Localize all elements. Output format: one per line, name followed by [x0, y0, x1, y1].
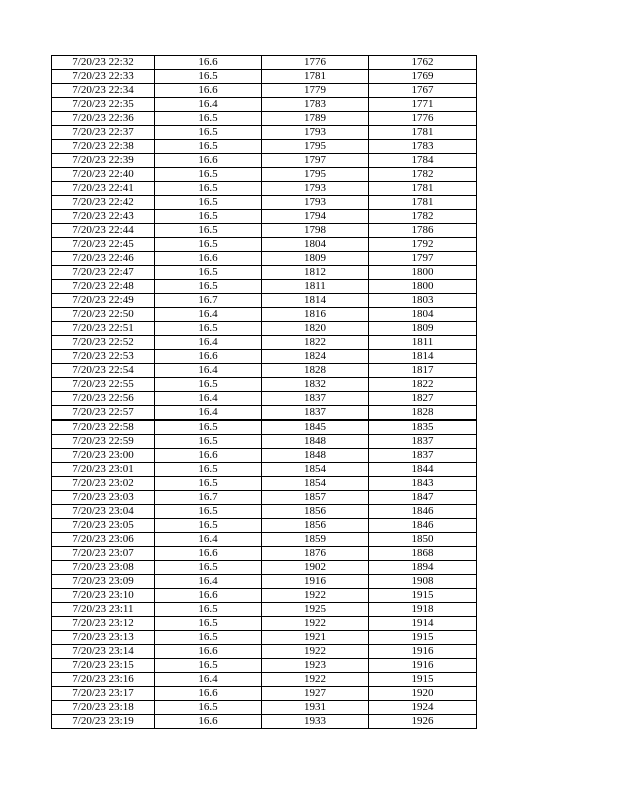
value-a-cell: 1793: [262, 126, 369, 140]
value-a-cell: 1916: [262, 575, 369, 589]
timestamp-cell: 7/20/23 23:00: [52, 449, 155, 463]
value-b-cell: 1781: [369, 126, 477, 140]
value-a-cell: 1816: [262, 308, 369, 322]
value-b-cell: 1915: [369, 589, 477, 603]
temperature-cell: 16.6: [155, 154, 262, 168]
value-b-cell: 1894: [369, 561, 477, 575]
temperature-cell: 16.4: [155, 406, 262, 421]
value-b-cell: 1800: [369, 280, 477, 294]
value-a-cell: 1811: [262, 280, 369, 294]
value-b-cell: 1843: [369, 477, 477, 491]
timestamp-cell: 7/20/23 23:15: [52, 659, 155, 673]
table-row: [52, 392, 477, 406]
temperature-cell: 16.5: [155, 210, 262, 224]
table-row: [52, 84, 477, 98]
value-b-cell: 1924: [369, 701, 477, 715]
value-a-cell: 1922: [262, 673, 369, 687]
value-a-cell: 1856: [262, 519, 369, 533]
value-b-cell: 1771: [369, 98, 477, 112]
value-b-cell: 1915: [369, 631, 477, 645]
timestamp-cell: 7/20/23 22:55: [52, 378, 155, 392]
table-row: [52, 196, 477, 210]
value-a-cell: 1922: [262, 645, 369, 659]
value-a-cell: 1798: [262, 224, 369, 238]
value-a-cell: 1902: [262, 561, 369, 575]
temperature-cell: 16.4: [155, 98, 262, 112]
temperature-cell: 16.5: [155, 701, 262, 715]
value-b-cell: 1846: [369, 519, 477, 533]
temperature-cell: 16.5: [155, 505, 262, 519]
value-b-cell: 1769: [369, 70, 477, 84]
temperature-cell: 16.4: [155, 308, 262, 322]
value-a-cell: 1845: [262, 420, 369, 435]
value-a-cell: 1854: [262, 477, 369, 491]
value-b-cell: 1868: [369, 547, 477, 561]
temperature-cell: 16.6: [155, 645, 262, 659]
table-row: [52, 294, 477, 308]
value-a-cell: 1795: [262, 140, 369, 154]
value-a-cell: 1822: [262, 336, 369, 350]
temperature-cell: 16.5: [155, 603, 262, 617]
temperature-cell: 16.5: [155, 378, 262, 392]
timestamp-cell: 7/20/23 22:37: [52, 126, 155, 140]
timestamp-cell: 7/20/23 22:40: [52, 168, 155, 182]
table-row: [52, 603, 477, 617]
table-row: [52, 449, 477, 463]
value-b-cell: 1914: [369, 617, 477, 631]
timestamp-cell: 7/20/23 22:43: [52, 210, 155, 224]
value-b-cell: 1918: [369, 603, 477, 617]
value-a-cell: 1779: [262, 84, 369, 98]
table-row: [52, 378, 477, 392]
value-a-cell: 1804: [262, 238, 369, 252]
value-a-cell: 1876: [262, 547, 369, 561]
timestamp-cell: 7/20/23 23:09: [52, 575, 155, 589]
value-a-cell: 1793: [262, 196, 369, 210]
value-b-cell: 1850: [369, 533, 477, 547]
value-b-cell: 1837: [369, 435, 477, 449]
table-row: [52, 435, 477, 449]
temperature-cell: 16.6: [155, 715, 262, 729]
value-a-cell: 1793: [262, 182, 369, 196]
timestamp-cell: 7/20/23 23:16: [52, 673, 155, 687]
value-b-cell: 1809: [369, 322, 477, 336]
table-row: [52, 224, 477, 238]
temperature-cell: 16.6: [155, 687, 262, 701]
temperature-cell: 16.5: [155, 140, 262, 154]
temperature-cell: 16.4: [155, 364, 262, 378]
table-row: [52, 140, 477, 154]
temperature-cell: 16.6: [155, 252, 262, 266]
timestamp-cell: 7/20/23 22:58: [52, 420, 155, 435]
value-a-cell: 1812: [262, 266, 369, 280]
value-a-cell: 1781: [262, 70, 369, 84]
value-b-cell: 1784: [369, 154, 477, 168]
value-a-cell: 1848: [262, 435, 369, 449]
table-row: [52, 547, 477, 561]
value-a-cell: 1783: [262, 98, 369, 112]
temperature-cell: 16.5: [155, 519, 262, 533]
temperature-cell: 16.6: [155, 56, 262, 70]
temperature-cell: 16.4: [155, 336, 262, 350]
timestamp-cell: 7/20/23 23:05: [52, 519, 155, 533]
value-a-cell: 1848: [262, 449, 369, 463]
table-row: [52, 350, 477, 364]
temperature-cell: 16.6: [155, 589, 262, 603]
table-row: [52, 561, 477, 575]
value-a-cell: 1797: [262, 154, 369, 168]
table-row: [52, 280, 477, 294]
timestamp-cell: 7/20/23 23:10: [52, 589, 155, 603]
timestamp-cell: 7/20/23 22:54: [52, 364, 155, 378]
timestamp-cell: 7/20/23 23:06: [52, 533, 155, 547]
timestamp-cell: 7/20/23 22:56: [52, 392, 155, 406]
table-row: [52, 98, 477, 112]
table-row: [52, 659, 477, 673]
timestamp-cell: 7/20/23 23:08: [52, 561, 155, 575]
value-b-cell: 1817: [369, 364, 477, 378]
table-row: [52, 617, 477, 631]
value-b-cell: 1827: [369, 392, 477, 406]
table-row: [52, 210, 477, 224]
temperature-cell: 16.5: [155, 477, 262, 491]
value-b-cell: 1781: [369, 196, 477, 210]
table-row: [52, 505, 477, 519]
value-b-cell: 1847: [369, 491, 477, 505]
timestamp-cell: 7/20/23 22:38: [52, 140, 155, 154]
table-row: [52, 701, 477, 715]
timestamp-cell: 7/20/23 22:34: [52, 84, 155, 98]
value-a-cell: 1923: [262, 659, 369, 673]
value-a-cell: 1814: [262, 294, 369, 308]
value-a-cell: 1933: [262, 715, 369, 729]
temperature-cell: 16.4: [155, 673, 262, 687]
value-b-cell: 1797: [369, 252, 477, 266]
timestamp-cell: 7/20/23 23:12: [52, 617, 155, 631]
temperature-cell: 16.5: [155, 266, 262, 280]
value-b-cell: 1926: [369, 715, 477, 729]
table-row: [52, 364, 477, 378]
value-b-cell: 1811: [369, 336, 477, 350]
table-row: [52, 673, 477, 687]
table-row: [52, 112, 477, 126]
temperature-cell: 16.5: [155, 322, 262, 336]
timestamp-cell: 7/20/23 23:17: [52, 687, 155, 701]
value-a-cell: 1837: [262, 392, 369, 406]
value-b-cell: 1837: [369, 449, 477, 463]
value-a-cell: 1824: [262, 350, 369, 364]
timestamp-cell: 7/20/23 23:04: [52, 505, 155, 519]
value-b-cell: 1822: [369, 378, 477, 392]
value-b-cell: 1786: [369, 224, 477, 238]
table-row: [52, 575, 477, 589]
value-b-cell: 1846: [369, 505, 477, 519]
value-b-cell: 1915: [369, 673, 477, 687]
timestamp-cell: 7/20/23 22:36: [52, 112, 155, 126]
timestamp-cell: 7/20/23 22:52: [52, 336, 155, 350]
timestamp-cell: 7/20/23 23:07: [52, 547, 155, 561]
value-a-cell: 1927: [262, 687, 369, 701]
timestamp-cell: 7/20/23 22:51: [52, 322, 155, 336]
table-row: [52, 687, 477, 701]
value-a-cell: 1776: [262, 56, 369, 70]
value-b-cell: 1908: [369, 575, 477, 589]
value-b-cell: 1814: [369, 350, 477, 364]
value-a-cell: 1837: [262, 406, 369, 421]
temperature-cell: 16.5: [155, 70, 262, 84]
value-a-cell: 1854: [262, 463, 369, 477]
table-body: [52, 56, 477, 729]
table-row: [52, 56, 477, 70]
value-b-cell: 1792: [369, 238, 477, 252]
timestamp-cell: 7/20/23 23:03: [52, 491, 155, 505]
value-b-cell: 1844: [369, 463, 477, 477]
temperature-cell: 16.5: [155, 280, 262, 294]
temperature-cell: 16.5: [155, 126, 262, 140]
timestamp-cell: 7/20/23 22:50: [52, 308, 155, 322]
temperature-cell: 16.5: [155, 463, 262, 477]
value-b-cell: 1828: [369, 406, 477, 421]
table-row: [52, 182, 477, 196]
value-b-cell: 1916: [369, 645, 477, 659]
table-row: [52, 252, 477, 266]
value-a-cell: 1925: [262, 603, 369, 617]
temperature-cell: 16.7: [155, 491, 262, 505]
temperature-cell: 16.5: [155, 238, 262, 252]
timestamp-cell: 7/20/23 22:41: [52, 182, 155, 196]
value-b-cell: 1920: [369, 687, 477, 701]
timestamp-cell: 7/20/23 22:49: [52, 294, 155, 308]
table-row: [52, 336, 477, 350]
value-b-cell: 1781: [369, 182, 477, 196]
temperature-cell: 16.5: [155, 435, 262, 449]
value-a-cell: 1820: [262, 322, 369, 336]
table-row: [52, 70, 477, 84]
value-a-cell: 1856: [262, 505, 369, 519]
temperature-cell: 16.5: [155, 561, 262, 575]
temperature-cell: 16.5: [155, 182, 262, 196]
timestamp-cell: 7/20/23 22:33: [52, 70, 155, 84]
value-a-cell: 1922: [262, 617, 369, 631]
timestamp-cell: 7/20/23 23:02: [52, 477, 155, 491]
temperature-cell: 16.4: [155, 392, 262, 406]
temperature-cell: 16.6: [155, 350, 262, 364]
value-b-cell: 1800: [369, 266, 477, 280]
table-row: [52, 715, 477, 729]
table-row: [52, 322, 477, 336]
table-row: [52, 154, 477, 168]
temperature-cell: 16.6: [155, 84, 262, 98]
value-a-cell: 1795: [262, 168, 369, 182]
value-a-cell: 1789: [262, 112, 369, 126]
temperature-cell: 16.7: [155, 294, 262, 308]
temperature-cell: 16.5: [155, 420, 262, 435]
temperature-cell: 16.5: [155, 196, 262, 210]
value-a-cell: 1828: [262, 364, 369, 378]
table-row: [52, 168, 477, 182]
value-b-cell: 1835: [369, 420, 477, 435]
timestamp-cell: 7/20/23 23:18: [52, 701, 155, 715]
table-row: [52, 463, 477, 477]
value-b-cell: 1804: [369, 308, 477, 322]
value-b-cell: 1782: [369, 168, 477, 182]
timestamp-cell: 7/20/23 22:59: [52, 435, 155, 449]
value-a-cell: 1809: [262, 252, 369, 266]
table-row: [52, 645, 477, 659]
table-row: [52, 491, 477, 505]
temperature-cell: 16.5: [155, 617, 262, 631]
timestamp-cell: 7/20/23 22:53: [52, 350, 155, 364]
timestamp-cell: 7/20/23 23:19: [52, 715, 155, 729]
temperature-cell: 16.5: [155, 112, 262, 126]
value-a-cell: 1922: [262, 589, 369, 603]
table-row: [52, 519, 477, 533]
timestamp-cell: 7/20/23 23:14: [52, 645, 155, 659]
temperature-cell: 16.5: [155, 659, 262, 673]
value-b-cell: 1783: [369, 140, 477, 154]
table-row: [52, 238, 477, 252]
temperature-cell: 16.5: [155, 224, 262, 238]
timestamp-cell: 7/20/23 22:39: [52, 154, 155, 168]
table-row: [52, 420, 477, 435]
table-row: [52, 308, 477, 322]
table-row: [52, 266, 477, 280]
table-row: [52, 589, 477, 603]
value-a-cell: 1859: [262, 533, 369, 547]
value-a-cell: 1832: [262, 378, 369, 392]
temperature-cell: 16.4: [155, 575, 262, 589]
temperature-cell: 16.5: [155, 631, 262, 645]
table-row: [52, 126, 477, 140]
table-row: [52, 631, 477, 645]
value-b-cell: 1762: [369, 56, 477, 70]
value-a-cell: 1931: [262, 701, 369, 715]
value-b-cell: 1776: [369, 112, 477, 126]
table-row: [52, 406, 477, 421]
timestamp-cell: 7/20/23 23:13: [52, 631, 155, 645]
timestamp-cell: 7/20/23 22:48: [52, 280, 155, 294]
value-b-cell: 1916: [369, 659, 477, 673]
timestamp-cell: 7/20/23 22:47: [52, 266, 155, 280]
timestamp-cell: 7/20/23 22:42: [52, 196, 155, 210]
temperature-cell: 16.6: [155, 449, 262, 463]
timestamp-cell: 7/20/23 23:11: [52, 603, 155, 617]
timestamp-cell: 7/20/23 23:01: [52, 463, 155, 477]
value-a-cell: 1857: [262, 491, 369, 505]
value-a-cell: 1921: [262, 631, 369, 645]
value-b-cell: 1803: [369, 294, 477, 308]
temperature-cell: 16.4: [155, 533, 262, 547]
timestamp-cell: 7/20/23 22:45: [52, 238, 155, 252]
value-b-cell: 1767: [369, 84, 477, 98]
timestamp-cell: 7/20/23 22:35: [52, 98, 155, 112]
timestamp-cell: 7/20/23 22:44: [52, 224, 155, 238]
data-table: [51, 55, 477, 729]
timestamp-cell: 7/20/23 22:57: [52, 406, 155, 421]
value-a-cell: 1794: [262, 210, 369, 224]
table-row: [52, 477, 477, 491]
value-b-cell: 1782: [369, 210, 477, 224]
timestamp-cell: 7/20/23 22:32: [52, 56, 155, 70]
temperature-cell: 16.6: [155, 547, 262, 561]
temperature-cell: 16.5: [155, 168, 262, 182]
table-row: [52, 533, 477, 547]
timestamp-cell: 7/20/23 22:46: [52, 252, 155, 266]
